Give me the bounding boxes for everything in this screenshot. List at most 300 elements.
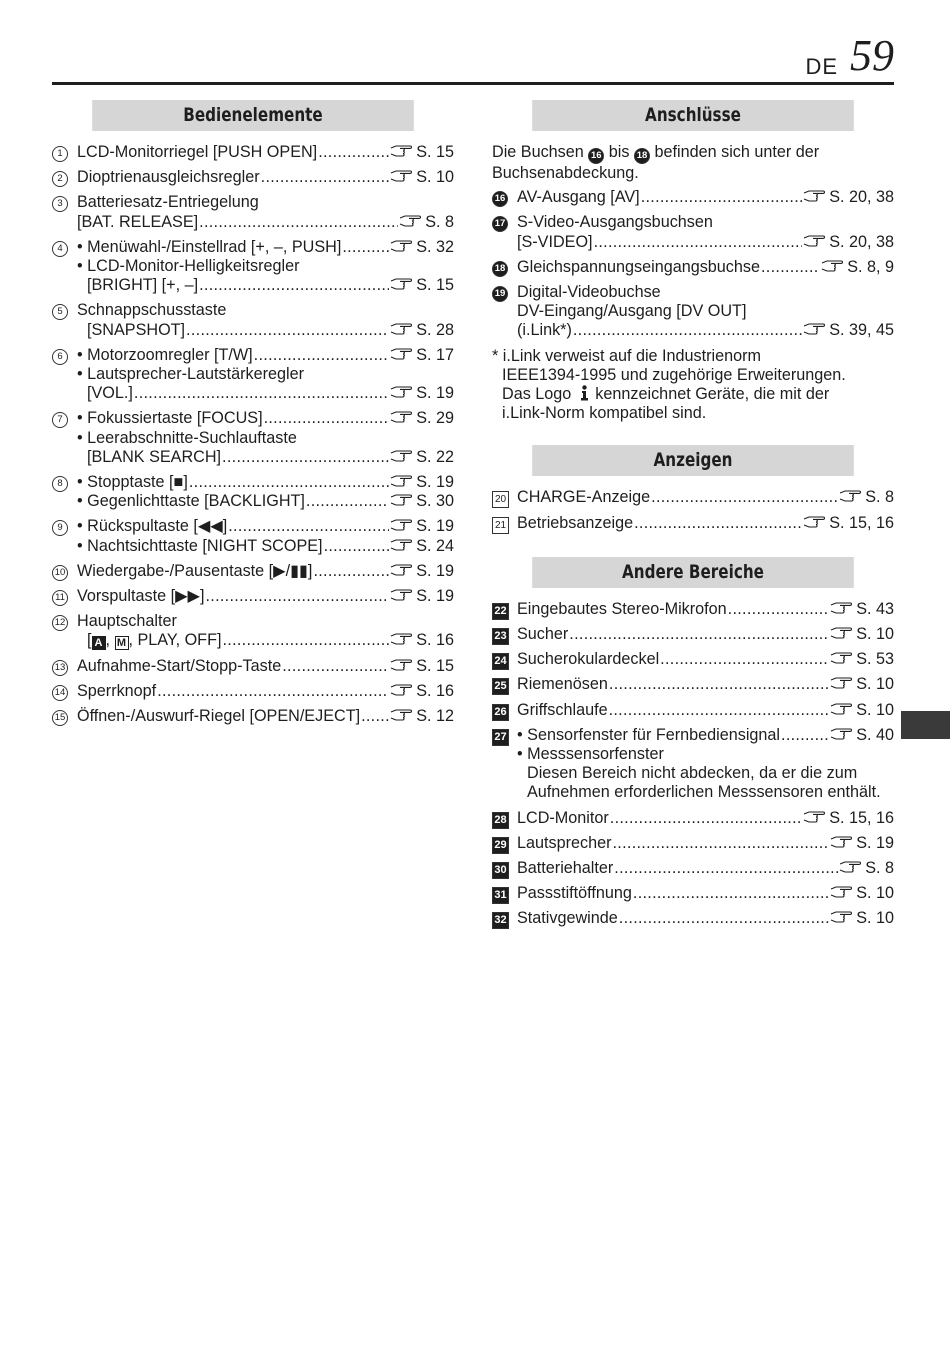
item-line bbox=[77, 365, 454, 384]
page-reference bbox=[830, 884, 894, 903]
item-number-badge: 20 bbox=[492, 491, 509, 508]
pointing-hand-icon bbox=[803, 190, 825, 202]
other-parts-list bbox=[492, 600, 894, 929]
pointing-hand-icon bbox=[830, 886, 852, 898]
item-line bbox=[77, 537, 454, 556]
leader-dots bbox=[728, 600, 830, 619]
page-reference bbox=[390, 517, 454, 536]
section-title-bedienelemente: Bedienelemente bbox=[92, 100, 414, 131]
item-text: Wiedergabe-/Pausentaste [▶/▮▮] bbox=[77, 561, 313, 580]
page-reference bbox=[830, 625, 894, 644]
item-text: AV-Ausgang [AV] bbox=[517, 188, 640, 207]
item-line bbox=[77, 321, 454, 340]
item-line bbox=[517, 764, 894, 783]
footnote-text: Das Logo bbox=[502, 385, 572, 404]
chapter-tab-marker bbox=[901, 711, 950, 739]
page-reference-text: S. 15, 16 bbox=[829, 513, 894, 532]
pointing-hand-icon bbox=[390, 633, 412, 645]
item-line bbox=[517, 488, 894, 507]
list-item bbox=[52, 587, 454, 606]
item-line bbox=[517, 726, 894, 745]
item-line bbox=[77, 682, 454, 701]
item-text: Sucherokulardeckel bbox=[517, 650, 660, 669]
list-item bbox=[52, 707, 454, 726]
leader-dots bbox=[199, 276, 389, 295]
list-item bbox=[492, 600, 894, 619]
list-item bbox=[492, 909, 894, 928]
item-line bbox=[517, 884, 894, 903]
pointing-hand-icon bbox=[830, 836, 852, 848]
footnote-line: * i.Link verweist auf die Industrienorm bbox=[492, 346, 762, 365]
item-line bbox=[77, 612, 454, 631]
page-reference-text: S. 39, 45 bbox=[829, 321, 894, 340]
page-reference-text: S. 8 bbox=[865, 488, 894, 507]
connectors-intro bbox=[492, 143, 894, 183]
item-line bbox=[517, 233, 894, 252]
leader-dots bbox=[199, 213, 398, 232]
list-item bbox=[52, 301, 454, 339]
page-reference-text: S. 20, 38 bbox=[829, 232, 894, 251]
page-reference-text: S. 40 bbox=[856, 725, 894, 744]
item-line bbox=[77, 143, 454, 162]
leader-dots bbox=[186, 321, 389, 340]
page-reference-text: S. 15, 16 bbox=[829, 808, 894, 827]
pointing-hand-icon bbox=[390, 659, 412, 671]
page-reference bbox=[830, 701, 894, 720]
item-text: Lautsprecher bbox=[517, 833, 612, 852]
page-reference bbox=[803, 809, 894, 828]
item-line bbox=[517, 745, 894, 764]
leader-dots bbox=[633, 884, 829, 903]
controls-list bbox=[52, 143, 454, 726]
item-line bbox=[517, 625, 894, 644]
leader-dots bbox=[609, 701, 830, 720]
leader-dots bbox=[222, 631, 389, 650]
item-text: (i.Link*) bbox=[517, 321, 572, 340]
section-title-anschluesse: Anschlüsse bbox=[532, 100, 854, 131]
pointing-hand-icon bbox=[830, 652, 852, 664]
item-line bbox=[77, 409, 454, 428]
page-reference-text: S. 17 bbox=[416, 345, 454, 364]
item-text: • Messsensorfenster bbox=[517, 745, 664, 764]
page-reference-text: S. 15 bbox=[416, 656, 454, 675]
list-item bbox=[492, 675, 894, 694]
manual-mode-icon: M bbox=[115, 636, 129, 650]
page-reference bbox=[390, 707, 454, 726]
leader-dots bbox=[761, 258, 820, 277]
item-text: • Leerabschnitte-Suchlauftaste bbox=[77, 428, 297, 447]
page-reference-text: S. 10 bbox=[856, 884, 894, 903]
item-number-badge: 15 bbox=[52, 710, 68, 726]
page-reference bbox=[390, 492, 454, 511]
page-reference-text: S. 12 bbox=[416, 707, 454, 726]
pointing-hand-icon bbox=[803, 323, 825, 335]
leader-dots bbox=[306, 492, 389, 511]
item-text: • Nachtsichttaste [NIGHT SCOPE] bbox=[77, 536, 323, 555]
item-line bbox=[77, 168, 454, 187]
page-reference bbox=[830, 650, 894, 669]
item-line bbox=[77, 448, 454, 467]
item-text: [BRIGHT] [+, –] bbox=[87, 276, 199, 295]
pointing-hand-icon bbox=[390, 564, 412, 576]
item-line bbox=[517, 283, 894, 302]
item-number-badge: 18 bbox=[492, 261, 508, 277]
page-reference bbox=[390, 238, 454, 257]
leader-dots bbox=[594, 233, 803, 252]
item-text: Vorspultaste [▶▶] bbox=[77, 587, 205, 606]
item-number-badge: 31 bbox=[492, 887, 509, 904]
item-line bbox=[77, 707, 454, 726]
item-text: • Fokussiertaste [FOCUS] bbox=[77, 409, 263, 428]
leader-dots bbox=[157, 682, 389, 701]
list-item bbox=[492, 809, 894, 828]
page-reference bbox=[390, 276, 454, 295]
page-reference-text: S. 19 bbox=[416, 384, 454, 403]
leader-dots bbox=[651, 488, 838, 507]
item-text: Betriebsanzeige bbox=[517, 513, 634, 532]
pointing-hand-icon bbox=[390, 494, 412, 506]
list-item bbox=[492, 514, 894, 533]
page-reference bbox=[830, 909, 894, 928]
page-reference-text: S. 10 bbox=[856, 700, 894, 719]
item-text: Gleichspannungseingangsbuchse bbox=[517, 257, 760, 276]
connectors-list bbox=[492, 188, 894, 340]
item-line bbox=[517, 675, 894, 694]
page-reference bbox=[830, 834, 894, 853]
item-number-badge: 27 bbox=[492, 729, 509, 746]
leader-dots bbox=[619, 909, 829, 928]
page-reference bbox=[390, 562, 454, 581]
footnote-text: kennzeichnet Geräte, die mit der bbox=[595, 385, 830, 404]
page-reference bbox=[803, 514, 894, 533]
item-line bbox=[77, 384, 454, 403]
page-reference bbox=[390, 537, 454, 556]
pointing-hand-icon bbox=[803, 235, 825, 247]
list-item bbox=[492, 859, 894, 878]
pointing-hand-icon bbox=[830, 602, 852, 614]
auto-mode-icon: A bbox=[92, 636, 106, 650]
page-reference bbox=[390, 384, 454, 403]
page-number: 59 bbox=[850, 31, 894, 80]
page-header bbox=[52, 30, 894, 85]
leader-dots bbox=[641, 188, 803, 207]
item-line bbox=[517, 302, 894, 321]
page-reference bbox=[803, 233, 894, 252]
item-line bbox=[517, 213, 894, 232]
item-number-badge: 7 bbox=[52, 412, 68, 428]
leader-dots bbox=[228, 517, 389, 536]
page-reference-text: S. 32 bbox=[416, 237, 454, 256]
intro-text: bis bbox=[608, 143, 630, 161]
pointing-hand-icon bbox=[821, 260, 843, 272]
list-item bbox=[492, 625, 894, 644]
leader-dots bbox=[318, 143, 389, 162]
page-reference-text: S. 8 bbox=[425, 212, 454, 231]
item-text: DV-Eingang/Ausgang [DV OUT] bbox=[517, 302, 747, 321]
item-line bbox=[77, 429, 454, 448]
page-reference-text: S. 10 bbox=[416, 168, 454, 187]
language-code: DE bbox=[805, 54, 838, 79]
item-text: Aufnahme-Start/Stopp-Taste bbox=[77, 656, 282, 675]
item-line bbox=[77, 301, 454, 320]
item-text: Öffnen-/Auswurf-Riegel [OPEN/EJECT] bbox=[77, 707, 361, 726]
item-line bbox=[77, 657, 454, 676]
item-text: LCD-Monitorriegel [PUSH OPEN] bbox=[77, 143, 318, 161]
item-text: • Gegenlichttaste [BACKLIGHT] bbox=[77, 492, 305, 511]
list-item bbox=[492, 834, 894, 853]
list-item bbox=[492, 258, 894, 277]
pointing-hand-icon bbox=[390, 170, 412, 182]
list-item bbox=[492, 701, 894, 720]
item-number-badge: 32 bbox=[492, 912, 509, 929]
page-reference-text: S. 19 bbox=[416, 517, 454, 536]
footnote-line: i.Link-Norm kompatibel sind. bbox=[502, 404, 707, 423]
item-number-badge: 24 bbox=[492, 653, 509, 670]
item-number-badge: 11 bbox=[52, 590, 68, 606]
pointing-hand-icon bbox=[390, 450, 412, 462]
ref-number-icon: 16 bbox=[588, 148, 604, 164]
section-title-anzeigen: Anzeigen bbox=[532, 445, 854, 476]
item-line bbox=[517, 258, 894, 277]
item-number-badge: 16 bbox=[492, 191, 508, 207]
item-line bbox=[517, 783, 894, 802]
list-item bbox=[492, 283, 894, 341]
item-line bbox=[77, 257, 454, 276]
list-item bbox=[492, 488, 894, 507]
item-line bbox=[517, 188, 894, 207]
item-line bbox=[77, 517, 454, 536]
item-number-badge: 6 bbox=[52, 349, 68, 365]
page-reference bbox=[390, 657, 454, 676]
pointing-hand-icon bbox=[390, 709, 412, 721]
list-item bbox=[52, 346, 454, 404]
item-number-badge: 8 bbox=[52, 476, 68, 492]
list-item bbox=[52, 682, 454, 701]
item-text: • LCD-Monitor-Helligkeitsregler bbox=[77, 257, 300, 276]
page-reference-text: S. 16 bbox=[416, 681, 454, 700]
pointing-hand-icon bbox=[390, 589, 412, 601]
pointing-hand-icon bbox=[839, 861, 861, 873]
item-text: • Lautsprecher-Lautstärkeregler bbox=[77, 365, 305, 384]
pointing-hand-icon bbox=[390, 475, 412, 487]
item-line bbox=[517, 909, 894, 928]
item-line bbox=[77, 346, 454, 365]
list-item bbox=[52, 517, 454, 555]
item-text: • Rückspultaste [◀◀] bbox=[77, 517, 228, 536]
item-text: Hauptschalter bbox=[77, 612, 177, 631]
item-text: CHARGE-Anzeige bbox=[517, 488, 651, 507]
intro-text: Die Buchsen bbox=[492, 143, 584, 161]
item-number-badge: 25 bbox=[492, 678, 509, 695]
leader-dots bbox=[660, 650, 829, 669]
page-reference-text: S. 10 bbox=[856, 675, 894, 694]
leader-dots bbox=[361, 707, 389, 726]
item-line bbox=[517, 834, 894, 853]
page-reference bbox=[390, 682, 454, 701]
list-item bbox=[492, 884, 894, 903]
item-line bbox=[77, 193, 454, 212]
item-text: • Menüwahl-/Einstellrad [+, –, PUSH] bbox=[77, 237, 342, 256]
item-number-badge: 9 bbox=[52, 520, 68, 536]
item-number-badge: 28 bbox=[492, 812, 509, 829]
item-text: Sperrknopf bbox=[77, 681, 157, 700]
list-item bbox=[52, 612, 454, 650]
page-reference bbox=[390, 321, 454, 340]
page-reference bbox=[830, 600, 894, 619]
page-reference bbox=[830, 675, 894, 694]
item-number-badge: 3 bbox=[52, 196, 68, 212]
item-line bbox=[77, 562, 454, 581]
item-number-badge: 29 bbox=[492, 837, 509, 854]
item-text: Griffschlaufe bbox=[517, 700, 608, 719]
page-reference-text: S. 19 bbox=[416, 473, 454, 492]
leader-dots bbox=[609, 675, 829, 694]
item-line bbox=[77, 587, 454, 606]
page-reference bbox=[839, 859, 894, 878]
pointing-hand-icon bbox=[830, 677, 852, 689]
page-reference-text: S. 15 bbox=[416, 276, 454, 295]
item-number-badge: 21 bbox=[492, 517, 509, 534]
pointing-hand-icon bbox=[390, 348, 412, 360]
pointing-hand-icon bbox=[390, 240, 412, 252]
ref-number-icon: 18 bbox=[634, 148, 650, 164]
leader-dots bbox=[342, 238, 389, 257]
list-item bbox=[52, 238, 454, 296]
item-number-badge: 2 bbox=[52, 171, 68, 187]
list-item bbox=[492, 213, 894, 251]
item-number-badge: 26 bbox=[492, 704, 509, 721]
page-reference bbox=[399, 213, 454, 232]
page-reference-text: S. 8, 9 bbox=[847, 257, 894, 276]
pointing-hand-icon bbox=[399, 215, 421, 227]
section-title-andere-bereiche: Andere Bereiche bbox=[532, 557, 854, 588]
page-reference bbox=[390, 409, 454, 428]
page-reference-text: S. 29 bbox=[416, 409, 454, 428]
page-reference bbox=[390, 631, 454, 650]
leader-dots bbox=[781, 726, 829, 745]
item-text: Sucher bbox=[517, 625, 569, 644]
page-reference bbox=[821, 258, 894, 277]
item-number-badge: 1 bbox=[52, 146, 68, 162]
intro-text: befinden sich unter der Buchsenabdeckung. bbox=[492, 143, 820, 182]
footnote-line: IEEE1394-1995 und zugehörige Erweiterungen. bbox=[502, 365, 846, 384]
pointing-hand-icon bbox=[830, 703, 852, 715]
indicators-list bbox=[492, 488, 894, 532]
list-item bbox=[52, 562, 454, 581]
leader-dots bbox=[134, 384, 389, 403]
list-item bbox=[52, 657, 454, 676]
page-reference bbox=[390, 587, 454, 606]
item-text: Riemenösen bbox=[517, 675, 608, 694]
pointing-hand-icon bbox=[830, 911, 852, 923]
column-left bbox=[52, 100, 454, 732]
item-text: [VOL.] bbox=[87, 384, 133, 403]
footnote-line bbox=[492, 385, 894, 404]
page-reference-text: S. 53 bbox=[856, 650, 894, 669]
page-reference-text: S. 8 bbox=[865, 859, 894, 878]
item-text: Batteriehalter bbox=[517, 859, 614, 878]
item-line bbox=[77, 473, 454, 492]
page-reference-text: S. 15 bbox=[416, 143, 454, 161]
item-text: [SNAPSHOT] bbox=[87, 320, 186, 339]
page-reference-text: S. 19 bbox=[416, 587, 454, 606]
item-number-badge: 19 bbox=[492, 286, 508, 302]
item-text: [S-VIDEO] bbox=[517, 232, 593, 251]
item-number-badge: 10 bbox=[52, 565, 68, 581]
page-reference bbox=[803, 321, 894, 340]
item-number-badge: 5 bbox=[52, 304, 68, 320]
list-item bbox=[52, 193, 454, 231]
item-line bbox=[517, 514, 894, 533]
page-reference-text: S. 16 bbox=[416, 631, 454, 650]
pointing-hand-icon bbox=[803, 811, 825, 823]
item-text: Passstiftöffnung bbox=[517, 884, 632, 903]
item-number-badge: 4 bbox=[52, 241, 68, 257]
pointing-hand-icon bbox=[390, 386, 412, 398]
item-line bbox=[517, 321, 894, 340]
pointing-hand-icon bbox=[803, 516, 825, 528]
page-reference-text: S. 10 bbox=[856, 909, 894, 928]
item-number-badge: 17 bbox=[492, 216, 508, 232]
leader-dots bbox=[264, 409, 390, 428]
pointing-hand-icon bbox=[390, 145, 412, 157]
item-text: • Stopptaste [■] bbox=[77, 473, 188, 492]
page-reference bbox=[803, 188, 894, 207]
leader-dots bbox=[222, 448, 389, 467]
page-reference-text: S. 10 bbox=[856, 625, 894, 644]
leader-dots bbox=[254, 346, 390, 365]
leader-dots bbox=[569, 625, 829, 644]
pointing-hand-icon bbox=[390, 539, 412, 551]
page-reference-text: S. 19 bbox=[856, 833, 894, 852]
item-number-badge: 22 bbox=[492, 603, 509, 620]
list-item bbox=[52, 409, 454, 467]
item-line bbox=[517, 650, 894, 669]
item-line bbox=[517, 701, 894, 720]
leader-dots bbox=[282, 657, 389, 676]
page-reference bbox=[390, 346, 454, 365]
item-line bbox=[77, 238, 454, 257]
page-reference bbox=[390, 473, 454, 492]
list-item bbox=[52, 473, 454, 511]
leader-dots bbox=[189, 473, 389, 492]
leader-dots bbox=[610, 809, 802, 828]
item-text: [BAT. RELEASE] bbox=[77, 212, 199, 231]
pointing-hand-icon bbox=[839, 490, 861, 502]
item-line bbox=[77, 213, 454, 232]
item-text: Batteriesatz-Entriegelung bbox=[77, 193, 259, 212]
pointing-hand-icon bbox=[390, 684, 412, 696]
page-reference-text: S. 24 bbox=[416, 536, 454, 555]
item-text: S-Video-Ausgangsbuchsen bbox=[517, 213, 713, 232]
pointing-hand-icon bbox=[390, 519, 412, 531]
item-text: Diesen Bereich nicht abdecken, da er die zum bbox=[527, 764, 858, 783]
page-reference-text: S. 30 bbox=[416, 492, 454, 511]
pointing-hand-icon bbox=[390, 323, 412, 335]
list-item bbox=[52, 168, 454, 187]
item-number-badge: 14 bbox=[52, 685, 68, 701]
list-item bbox=[492, 650, 894, 669]
ilink-logo-icon bbox=[580, 385, 589, 401]
item-text: [BLANK SEARCH] bbox=[87, 447, 222, 466]
item-text: Schnappschusstaste bbox=[77, 301, 227, 320]
item-text: Eingebautes Stereo-Mikrofon bbox=[517, 599, 727, 618]
leader-dots bbox=[205, 587, 389, 606]
leader-dots bbox=[613, 834, 830, 853]
list-item bbox=[492, 188, 894, 207]
item-text: [ A , M , PLAY, OFF] bbox=[87, 631, 222, 650]
leader-dots bbox=[324, 537, 390, 556]
